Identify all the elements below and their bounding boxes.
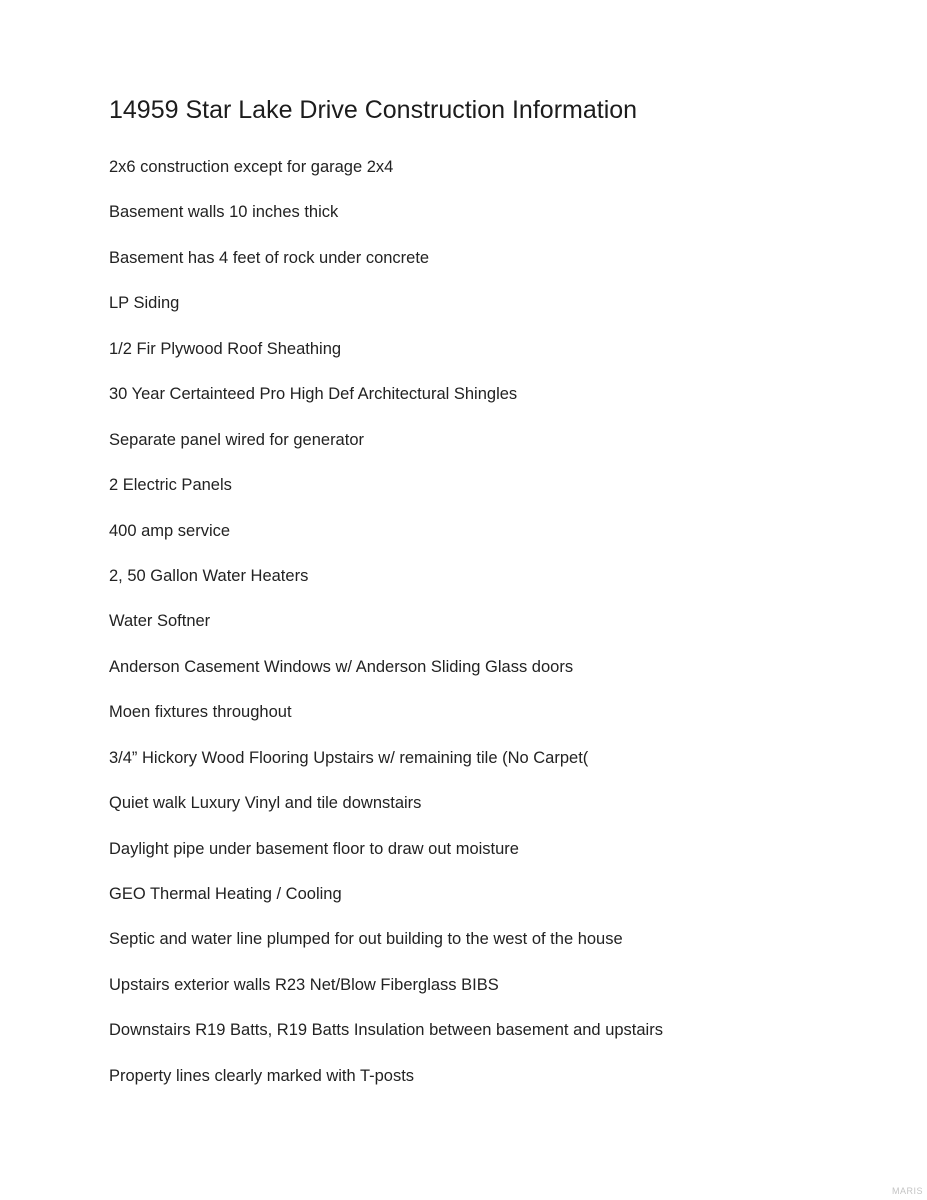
list-item: LP Siding [109, 294, 180, 313]
document-title: 14959 Star Lake Drive Construction Information [109, 96, 638, 124]
list-item: Moen fixtures throughout [109, 703, 292, 722]
list-item: 400 amp service [109, 521, 231, 540]
list-item: Downstairs R19 Batts, R19 Batts Insulation between basement and upstairs [109, 1021, 663, 1040]
list-item: Quiet walk Luxury Vinyl and tile downstairs [109, 794, 422, 813]
list-item: Property lines clearly marked with T-posts [109, 1066, 415, 1085]
list-item: Basement walls 10 inches thick [109, 203, 339, 222]
construction-info-list [109, 156, 663, 1110]
list-item: Anderson Casement Windows w/ Anderson Sliding Glass doors [109, 657, 574, 676]
list-item: 1/2 Fir Plywood Roof Sheathing [109, 339, 342, 358]
maris-watermark: MARIS [891, 1186, 923, 1196]
list-item: Water Softner [109, 612, 211, 631]
list-item: 2x6 construction except for garage 2x4 [109, 158, 394, 176]
list-item: Daylight pipe under basement floor to draw out moisture [109, 839, 519, 858]
list-item: Basement has 4 feet of rock under concrete [109, 248, 430, 267]
list-item: 3/4” Hickory Wood Flooring Upstairs w/ remaining tile (No Carpet( [109, 748, 589, 767]
list-item: 2 Electric Panels [109, 476, 232, 495]
list-item: Septic and water line plumped for out building to the west of the house [109, 930, 623, 949]
list-item: 2, 50 Gallon Water Heaters [109, 566, 309, 585]
list-item: GEO Thermal Heating / Cooling [109, 885, 342, 903]
list-item: Upstairs exterior walls R23 Net/Blow Fiberglass BIBS [109, 975, 499, 994]
list-item: 30 Year Certainteed Pro High Def Architectural Shingles [109, 385, 518, 404]
list-item: Separate panel wired for generator [109, 430, 364, 449]
